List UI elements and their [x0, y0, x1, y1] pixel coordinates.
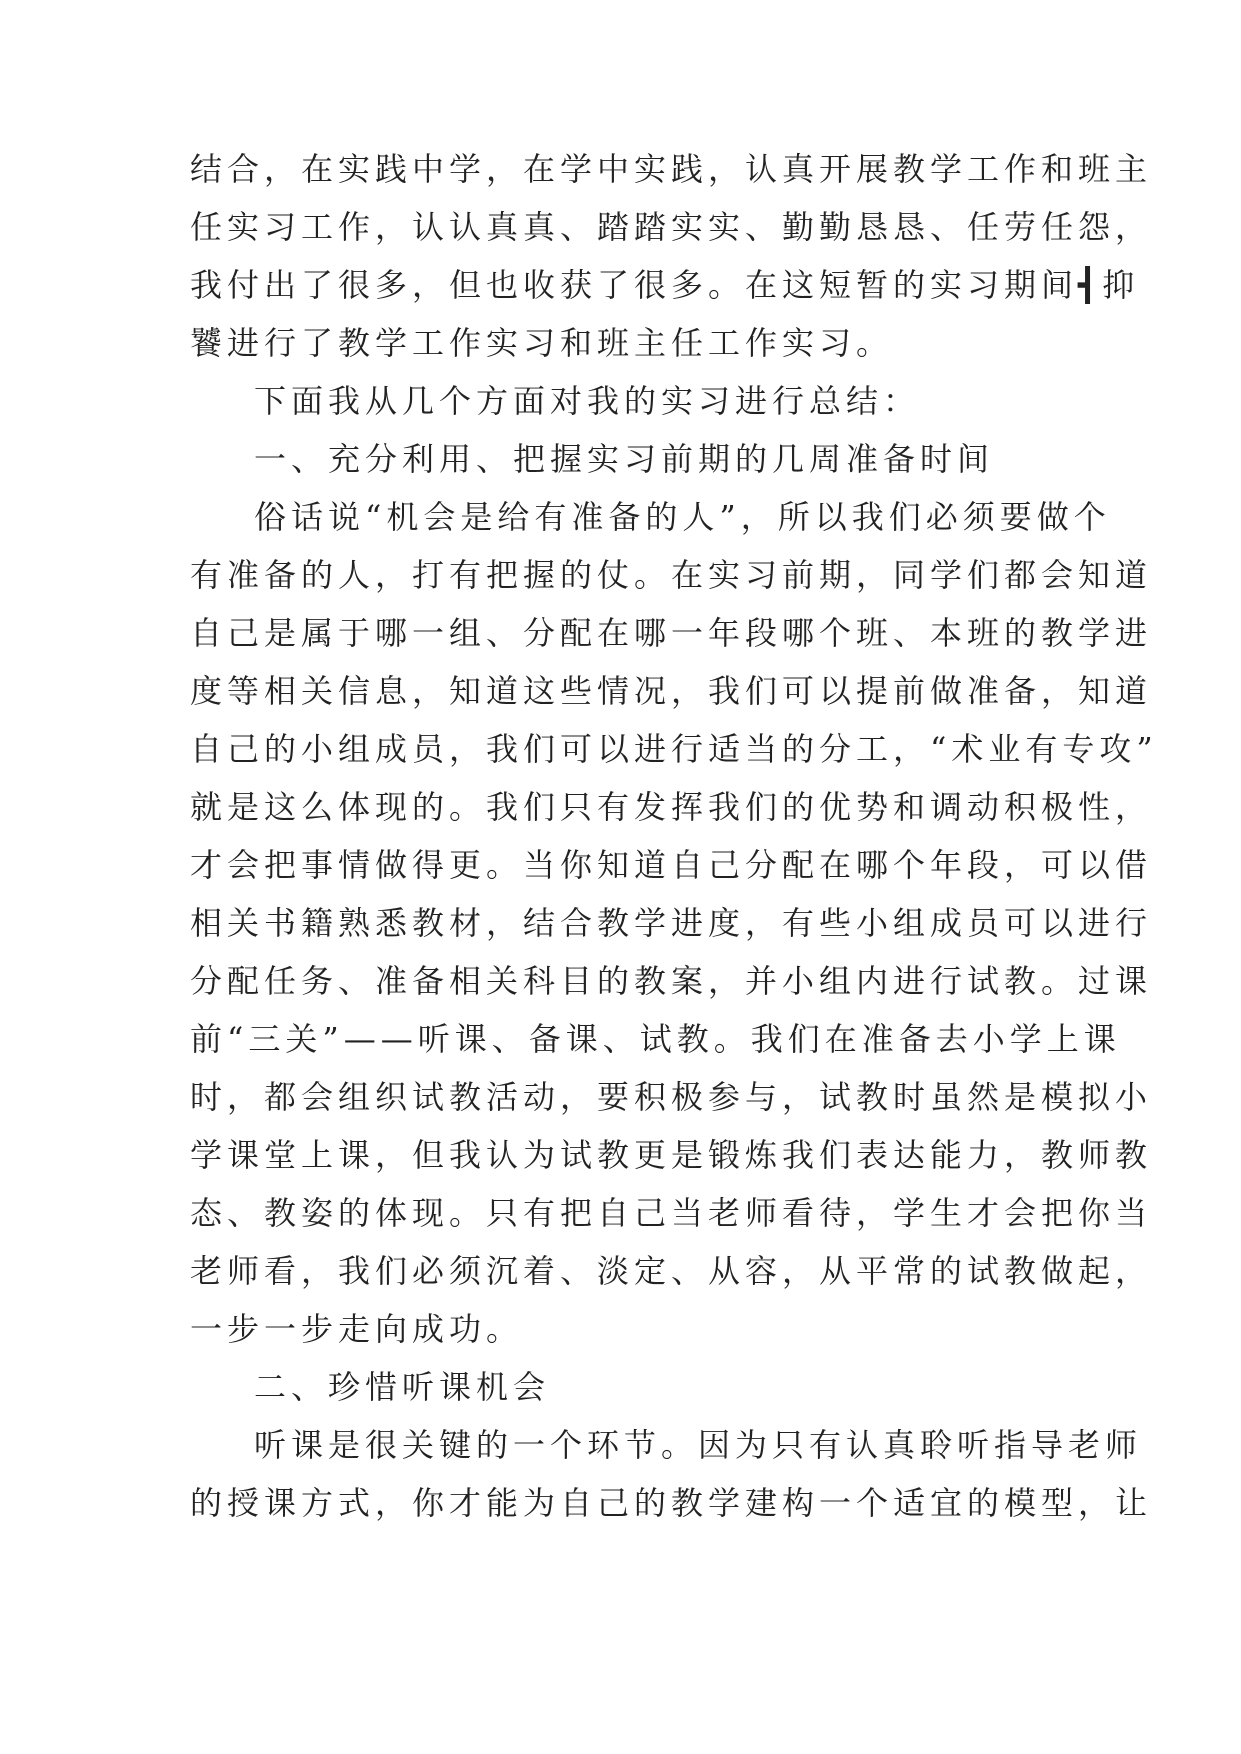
text-line: 就是这么体现的。我们只有发挥我们的优势和调动积极性，	[190, 788, 1153, 826]
text-line: 相关书籍熟悉教材，结合教学进度，有些小组成员可以进行	[190, 904, 1153, 942]
text-line: 学课堂上课，但我认为试教更是锻炼我们表达能力，教师教	[190, 1136, 1153, 1174]
text-line: 分配任务、准备相关科目的教案，并小组内进行试教。过课	[190, 962, 1153, 1000]
text-line: 时，都会组织试教活动，要积极参与，试教时虽然是模拟小	[190, 1078, 1153, 1116]
text-line: 有准备的人，打有把握的仗。在实习前期，同学们都会知道	[190, 556, 1153, 594]
text-line: 俗话说“机会是给有准备的人”，所以我们必须要做个	[254, 498, 1111, 536]
text-line: 的授课方式，你才能为自己的教学建构一个适宜的模型，让	[190, 1484, 1153, 1522]
section-heading-1: 一、充分利用、把握实习前期的几周准备时间	[254, 440, 995, 478]
text-line: 任实习工作，认认真真、踏踏实实、勤勤恳恳、任劳任怨，	[190, 208, 1153, 246]
text-line: 自己的小组成员，我们可以进行适当的分工，“术业有专攻”	[190, 730, 1158, 768]
text-line: 结合，在实践中学，在学中实践，认真开展教学工作和班主	[190, 150, 1153, 188]
section-heading-2: 二、珍惜听课机会	[254, 1368, 551, 1406]
text-line: 自己是属于哪一组、分配在哪一年段哪个班、本班的教学进	[190, 614, 1153, 652]
document-body	[190, 140, 1158, 1532]
text-line: 前“三关”——听课、备课、试教。我们在准备去小学上课	[190, 1020, 1121, 1058]
paragraph-intro: 下面我从几个方面对我的实习进行总结：	[254, 382, 921, 420]
text-line: 我付出了很多，但也收获了很多。在这短暂的实习期间┫抑	[190, 266, 1140, 304]
text-line: 听课是很关键的一个环节。因为只有认真聆听指导老师	[254, 1426, 1143, 1464]
text-line: 饕进行了教学工作实习和班主任工作实习。	[190, 324, 894, 362]
text-line: 才会把事情做得更。当你知道自己分配在哪个年段，可以借	[190, 846, 1153, 884]
text-line: 度等相关信息，知道这些情况，我们可以提前做准备，知道	[190, 672, 1153, 710]
text-line: 老师看，我们必须沉着、淡定、从容，从平常的试教做起，	[190, 1252, 1153, 1290]
text-line: 态、教姿的体现。只有把自己当老师看待，学生才会把你当	[190, 1194, 1153, 1232]
text-line: 一步一步走向成功。	[190, 1310, 524, 1348]
